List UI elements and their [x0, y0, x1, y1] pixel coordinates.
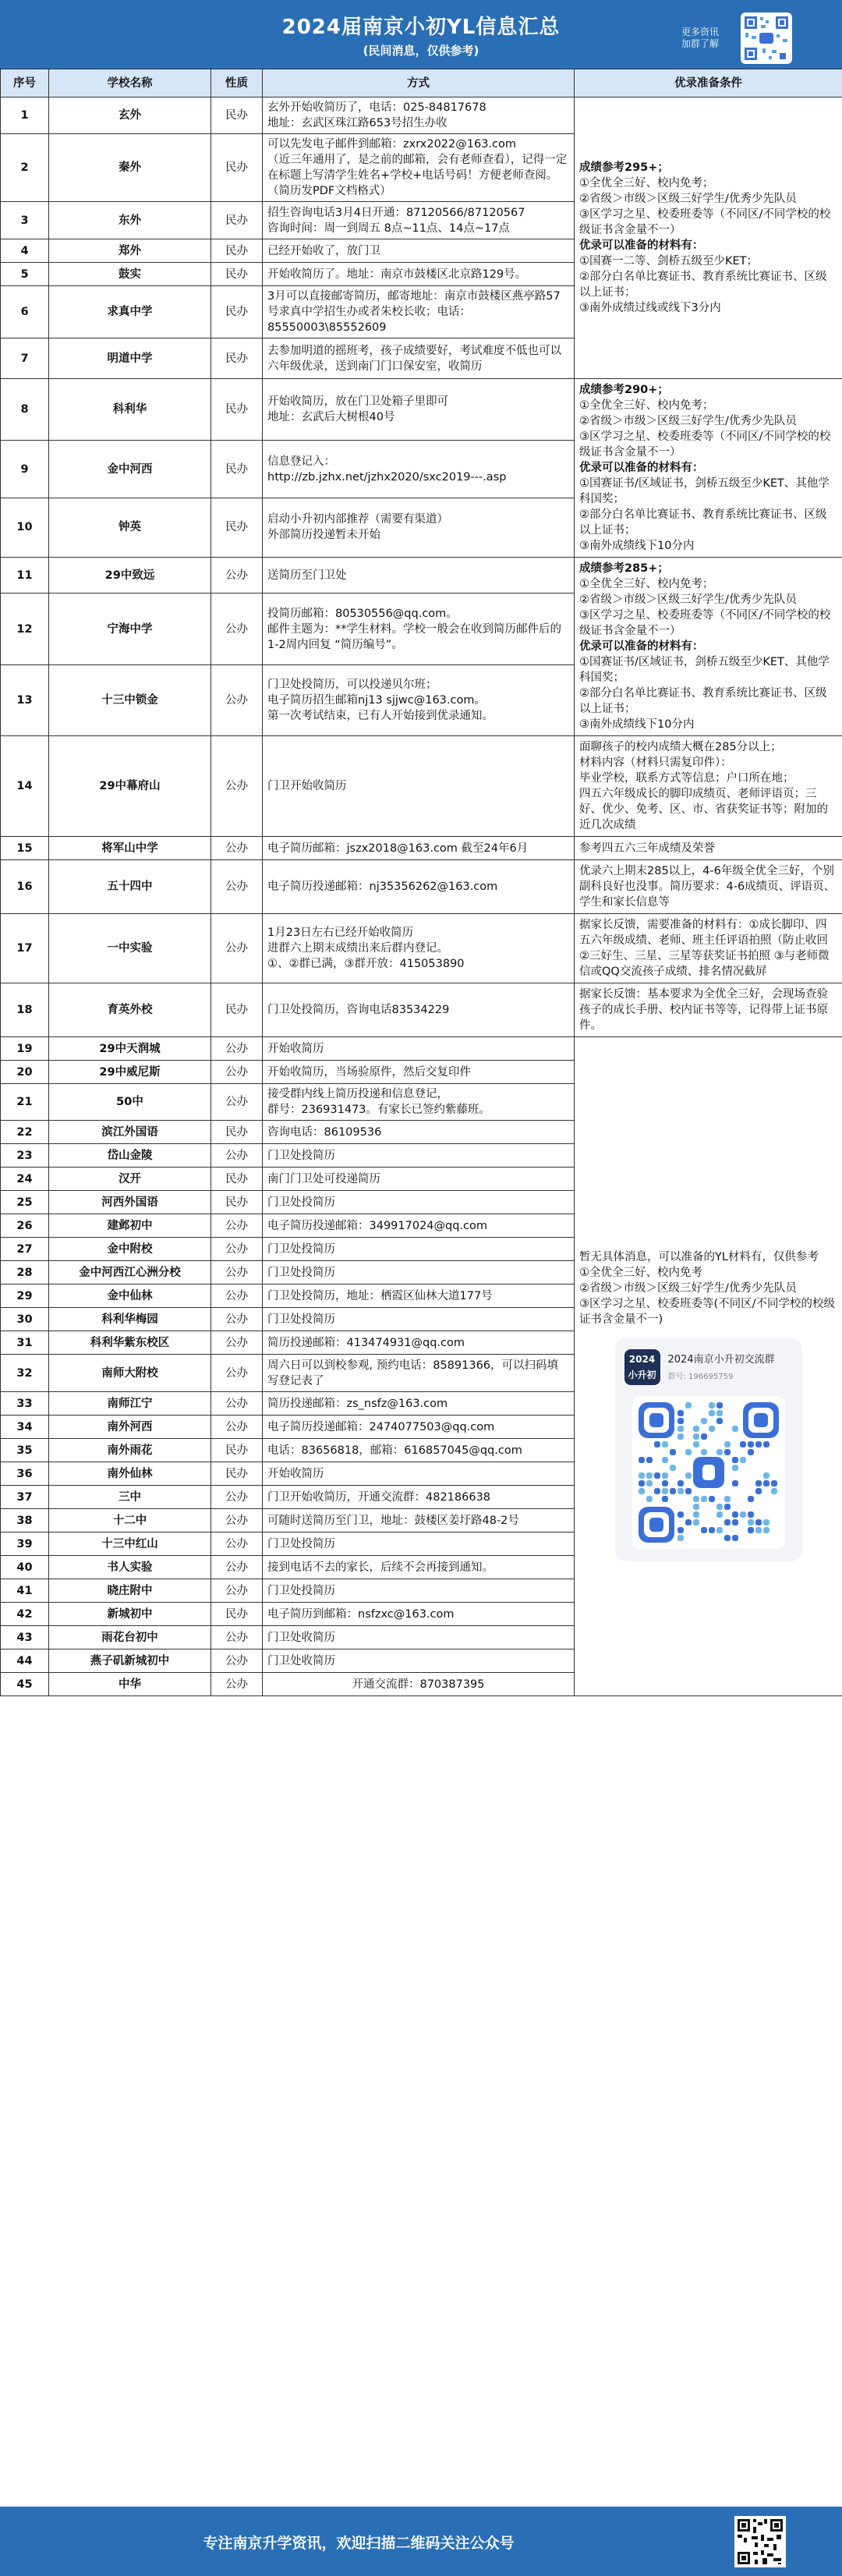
table-row — [1, 983, 842, 1037]
apply-method: 开始收简历 — [263, 1037, 575, 1061]
requirements-heading: 优录可以准备的材料有： — [579, 239, 704, 252]
apply-method: 门卫处投简历，地址：栖霞区仙林大道177号 — [263, 1284, 575, 1308]
apply-method: 简历投递邮箱：413474931@qq.com — [263, 1331, 575, 1355]
school-name: 明道中学 — [49, 338, 211, 379]
col-header-type: 性质 — [211, 69, 263, 97]
requirements-text: 参考四五六三年成绩及荣誉 — [579, 842, 715, 855]
school-type: 公办 — [211, 1061, 263, 1084]
school-type: 民办 — [211, 1168, 263, 1191]
apply-method: 门卫处投简历 — [263, 1308, 575, 1331]
school-name: 书人实验 — [49, 1556, 211, 1579]
row-number: 42 — [1, 1603, 49, 1626]
footer-qr-code-icon[interactable] — [734, 2516, 786, 2567]
apply-method: 南门门卫处可投递简历 — [263, 1168, 575, 1191]
row-number: 35 — [1, 1439, 49, 1462]
apply-method: 门卫处投简历 — [263, 1238, 575, 1261]
requirements-item: ①国赛证书/区域证书，剑桥五级至少KET、其他学科国奖； — [579, 656, 830, 684]
school-type: 民办 — [211, 379, 263, 441]
requirements-text: 优录六上期末285以上，4-6年级全优全三好，个别副科良好也没事。简历要求：4-6成绩页、评语页、学生和家长信息等 — [579, 865, 836, 909]
school-type: 民办 — [211, 1121, 263, 1144]
school-type: 民办 — [211, 983, 263, 1037]
apply-method: 门卫处投简历 — [263, 1191, 575, 1214]
apply-method: 已经开始收了，放门卫 — [263, 239, 575, 263]
school-type: 民办 — [211, 1462, 263, 1486]
row-number: 8 — [1, 379, 49, 441]
col-header-requirements: 优录准备条件 — [575, 69, 842, 97]
school-type: 民办 — [211, 441, 263, 498]
requirements-text: 暂无具体消息，可以准备的YL材料有，仅供参考 — [579, 1251, 819, 1263]
row-number: 40 — [1, 1556, 49, 1579]
school-type: 民办 — [211, 263, 263, 286]
apply-method: 招生咨询电话3月4日开通：87120566/87120567 咨询时间：周一到周五 8点~11点、14点~17点 — [263, 202, 575, 239]
header-banner — [0, 0, 842, 69]
school-name: 河西外国语 — [49, 1191, 211, 1214]
row-number: 33 — [1, 1392, 49, 1416]
requirements-cell — [575, 837, 842, 860]
school-type: 民办 — [211, 202, 263, 239]
school-name: 将军山中学 — [49, 837, 211, 860]
apply-method: 1月23日左右已经开始收简历 进群六上期末成绩出来后群内登记。 ①、②群已满，③群开放：415053890 — [263, 914, 575, 983]
requirements-cell — [575, 914, 842, 983]
school-type: 公办 — [211, 1214, 263, 1238]
requirements-cell — [575, 983, 842, 1037]
requirements-item: ①全优全三好、校内免考 — [579, 1267, 702, 1279]
school-type: 公办 — [211, 1509, 263, 1532]
requirements-item: ①国赛一二等、剑桥五级至少KET； — [579, 255, 759, 268]
school-name: 29中天润城 — [49, 1037, 211, 1061]
row-number: 17 — [1, 914, 49, 983]
school-type: 公办 — [211, 1626, 263, 1649]
apply-method: 开始收简历，放在门卫处箱子里即可 地址：玄武后大树根40号 — [263, 379, 575, 441]
school-name: 南师江宁 — [49, 1392, 211, 1416]
school-name: 宁海中学 — [49, 594, 211, 664]
row-number: 12 — [1, 594, 49, 664]
apply-method: 信息登记入： http://zb.jzhx.net/jzhx2020/sxc2019---.asp — [263, 441, 575, 498]
school-type: 公办 — [211, 664, 263, 735]
apply-method: 送简历至门卫处 — [263, 558, 575, 594]
requirements-cell — [575, 97, 842, 379]
table-row — [1, 860, 842, 914]
page-subtitle: (民间消息，仅供参考) — [363, 44, 479, 58]
requirements-item: ②省级＞市级＞区级三好学生/优秀少先队员 — [579, 594, 797, 606]
requirements-item: ①全优全三好、校内免考； — [579, 177, 714, 190]
row-number: 1 — [1, 97, 49, 134]
table-row — [1, 379, 842, 441]
row-number: 41 — [1, 1579, 49, 1603]
school-name: 十三中锁金 — [49, 664, 211, 735]
school-type: 公办 — [211, 837, 263, 860]
apply-method: 电子简历邮箱：jszx2018@163.com 截至24年6月 — [263, 837, 575, 860]
apply-method: 启动小升初内部推荐（需要有渠道） 外部简历投递暂未开始 — [263, 498, 575, 557]
row-number: 2 — [1, 134, 49, 202]
apply-method: 开始收简历 — [263, 1462, 575, 1486]
school-name: 育英外校 — [49, 983, 211, 1037]
requirements-item: ①全优全三好、校内免考； — [579, 399, 714, 412]
table-row — [1, 558, 842, 594]
school-name: 岱山金陵 — [49, 1144, 211, 1168]
apply-method: 电子简历投递邮箱：2474077503@qq.com — [263, 1416, 575, 1439]
apply-method: 电子简历到邮箱：nsfzxc@163.com — [263, 1603, 575, 1626]
requirements-cell — [575, 379, 842, 558]
row-number: 26 — [1, 1214, 49, 1238]
school-name: 科利华紫东校区 — [49, 1331, 211, 1355]
school-type: 公办 — [211, 1355, 263, 1392]
school-type: 公办 — [211, 1331, 263, 1355]
requirements-cell — [575, 1037, 842, 1696]
school-name: 金中仙林 — [49, 1284, 211, 1308]
apply-method: 咨询电话：86109536 — [263, 1121, 575, 1144]
school-name: 求真中学 — [49, 286, 211, 338]
school-type: 公办 — [211, 1649, 263, 1673]
requirements-item: ③区学习之星、校委班委等(不同区/不同学校的校级证书含金量不一) — [579, 1298, 836, 1326]
row-number: 19 — [1, 1037, 49, 1061]
requirements-item: ③区学习之星、校委班委等（不同区/不同学校的校级证书含金量不一） — [579, 431, 831, 459]
school-type: 公办 — [211, 594, 263, 664]
school-type: 公办 — [211, 1144, 263, 1168]
group-qr-code-icon[interactable] — [632, 1396, 785, 1549]
school-name: 燕子矶新城初中 — [49, 1649, 211, 1673]
apply-method: 可随时送简历至门卫，地址：鼓楼区姜圩路48-2号 — [263, 1509, 575, 1532]
apply-method: 简历投递邮箱：zs_nsfz@163.com — [263, 1392, 575, 1416]
school-type: 公办 — [211, 1084, 263, 1121]
requirements-heading: 优录可以准备的材料有： — [579, 462, 704, 474]
table-row — [1, 914, 842, 983]
requirements-item: ②部分白名单比赛证书、教育系统比赛证书、区级以上证书； — [579, 271, 827, 299]
school-name: 滨江外国语 — [49, 1121, 211, 1144]
page-title: 2024届南京小初YL信息汇总 — [281, 16, 561, 39]
school-name: 三中 — [49, 1486, 211, 1509]
school-name: 十二中 — [49, 1509, 211, 1532]
apply-method: 门卫处投简历 — [263, 1579, 575, 1603]
apply-method: 可以先发电子邮件到邮箱：zxrx2022@163.com （近三年通用了，是之前的邮箱，会有老师查看），记得一定在标题上写清学生姓名+学校+电话号码！方便老师查阅。（简历发PDF文档格式） — [263, 134, 575, 202]
school-type: 民办 — [211, 286, 263, 338]
school-type: 公办 — [211, 1673, 263, 1696]
requirements-item: ②部分白名单比赛证书、教育系统比赛证书、区级以上证书； — [579, 687, 827, 715]
col-header-method: 方式 — [263, 69, 575, 97]
school-type: 公办 — [211, 1532, 263, 1556]
apply-method: 门卫开始收简历 — [263, 736, 575, 837]
apply-method: 开通交流群：870387395 — [263, 1673, 575, 1696]
apply-method: 门卫处投简历 — [263, 1532, 575, 1556]
requirements-item: ③南外成绩线下10分内 — [579, 540, 695, 552]
row-number: 15 — [1, 837, 49, 860]
requirements-item: ③区学习之星、校委班委等（不同区/不同学校的校级证书含金量不一） — [579, 208, 831, 236]
row-number: 20 — [1, 1061, 49, 1084]
footer-banner — [0, 2507, 842, 2576]
school-type: 民办 — [211, 498, 263, 557]
apply-method: 电子简历投递邮箱：nj35356262@163.com — [263, 860, 575, 914]
school-type: 民办 — [211, 338, 263, 379]
footer-text: 专注南京升学资讯，欢迎扫描二维码关注公众号 — [203, 2535, 515, 2552]
row-number: 36 — [1, 1462, 49, 1486]
more-info-text: 更多资讯 加群了解 — [681, 27, 719, 49]
requirements-text: 据家长反馈，需要准备的材料有：①成长脚印、四五六年级成绩、老师、班主任评语拍照（防止收回 ②三好生、三星、三星等获奖证书拍照 ③与老师微信或QQ交流孩子成绩、排名情况截屏 — [579, 919, 830, 978]
row-number: 43 — [1, 1626, 49, 1649]
requirements-item: ②部分白名单比赛证书、教育系统比赛证书、区级以上证书； — [579, 508, 827, 537]
apply-method: 门卫处投简历，咨询电话83534229 — [263, 983, 575, 1037]
school-name: 29中致远 — [49, 558, 211, 594]
row-number: 28 — [1, 1261, 49, 1284]
table-row — [1, 1037, 842, 1061]
table-row — [1, 736, 842, 837]
row-number: 29 — [1, 1284, 49, 1308]
school-name: 南师大附校 — [49, 1355, 211, 1392]
school-name: 29中威尼斯 — [49, 1061, 211, 1084]
requirements-heading: 成绩参考295+； — [579, 161, 669, 174]
school-type: 民办 — [211, 1439, 263, 1462]
school-name: 50中 — [49, 1084, 211, 1121]
school-type: 民办 — [211, 134, 263, 202]
school-name: 南外河西 — [49, 1416, 211, 1439]
row-number: 24 — [1, 1168, 49, 1191]
row-number: 10 — [1, 498, 49, 557]
school-name: 中华 — [49, 1673, 211, 1696]
row-number: 14 — [1, 736, 49, 837]
apply-method: 门卫开始收简历，开通交流群：482186638 — [263, 1486, 575, 1509]
school-type: 民办 — [211, 97, 263, 134]
row-number: 38 — [1, 1509, 49, 1532]
table-row — [1, 97, 842, 134]
group-qr-card[interactable] — [615, 1338, 802, 1561]
requirements-heading: 成绩参考290+； — [579, 384, 669, 396]
apply-method: 门卫处投简历，可以投递贝尔班； 电子简历招生邮箱nj13 sjjwc@163.com。 第一次考试结束，已有人开始接到优录通知。 — [263, 664, 575, 735]
row-number: 6 — [1, 286, 49, 338]
apply-method: 周六日可以到校参观, 预约电话：85891366，可以扫码填写登记表了 — [263, 1355, 575, 1392]
row-number: 18 — [1, 983, 49, 1037]
row-number: 16 — [1, 860, 49, 914]
school-name: 五十四中 — [49, 860, 211, 914]
school-name: 汉开 — [49, 1168, 211, 1191]
school-name: 南外雨花 — [49, 1439, 211, 1462]
school-type: 公办 — [211, 1037, 263, 1061]
requirements-text: 据家长反馈：基本要求为全优全三好，会现场查验孩子的成长手册、校内证书等等，记得带上证书原件。 — [579, 988, 828, 1032]
school-type: 公办 — [211, 914, 263, 983]
row-number: 5 — [1, 263, 49, 286]
school-type: 公办 — [211, 860, 263, 914]
group-logo: 2024 小升初 — [624, 1349, 660, 1385]
school-name: 建邺初中 — [49, 1214, 211, 1238]
school-name: 金中附校 — [49, 1238, 211, 1261]
row-number: 9 — [1, 441, 49, 498]
requirements-item: ①国赛证书/区域证书，剑桥五级至少KET、其他学科国奖； — [579, 477, 830, 505]
requirements-item: ②省级＞市级＞区级三好学生/优秀少先队员 — [579, 1282, 797, 1295]
requirements-heading: 优录可以准备的材料有： — [579, 640, 704, 653]
school-type: 公办 — [211, 1261, 263, 1284]
row-number: 13 — [1, 664, 49, 735]
requirements-cell — [575, 736, 842, 837]
apply-method: 开始收简历，当场验原件，然后交复印件 — [263, 1061, 575, 1084]
row-number: 37 — [1, 1486, 49, 1509]
school-name: 29中幕府山 — [49, 736, 211, 837]
apply-method: 接受群内线上简历投递和信息登记， 群号：236931473。有家长已签约紫藤班。 — [263, 1084, 575, 1121]
school-name: 一中实验 — [49, 914, 211, 983]
school-type: 公办 — [211, 736, 263, 837]
school-name: 金中河西 — [49, 441, 211, 498]
apply-method: 门卫处收简历 — [263, 1626, 575, 1649]
info-table — [0, 69, 842, 1696]
school-type: 公办 — [211, 1284, 263, 1308]
requirements-item: ②省级＞市级＞区级三好学生/优秀少先队员 — [579, 193, 797, 205]
school-type: 民办 — [211, 1191, 263, 1214]
requirements-text: 面聊孩子的校内成绩大概在285分以上； 材料内容（材料只需复印件）： 毕业学校，联系方式等信息；户口所在地； 四五六年级成长的脚印成绩页、老师评语页；三好、优少、免考、区、市、省获奖证书等；附加的近几次成绩 — [579, 741, 828, 831]
apply-method: 门卫处投简历 — [263, 1261, 575, 1284]
school-name: 科利华梅园 — [49, 1308, 211, 1331]
school-name: 玄外 — [49, 97, 211, 134]
requirements-item: ①全优全三好、校内免考； — [579, 578, 714, 590]
group-name: 2024南京小升初交流群 — [667, 1354, 775, 1366]
row-number: 25 — [1, 1191, 49, 1214]
apply-method: 开始收简历了。地址：南京市鼓楼区北京路129号。 — [263, 263, 575, 286]
school-type: 公办 — [211, 558, 263, 594]
row-number: 30 — [1, 1308, 49, 1331]
school-type: 民办 — [211, 1603, 263, 1626]
school-name: 雨花台初中 — [49, 1626, 211, 1649]
row-number: 4 — [1, 239, 49, 263]
row-number: 7 — [1, 338, 49, 379]
requirements-cell — [575, 860, 842, 914]
school-name: 东外 — [49, 202, 211, 239]
apply-method: 投简历邮箱：80530556@qq.com。 邮件主题为：**学生材料。学校一般会在收到简历邮件后的1-2周内回复 “简历编号”。 — [263, 594, 575, 664]
school-type: 公办 — [211, 1238, 263, 1261]
school-type: 公办 — [211, 1392, 263, 1416]
apply-method: 门卫处收简历 — [263, 1649, 575, 1673]
apply-method: 门卫处投简历 — [263, 1144, 575, 1168]
school-type: 公办 — [211, 1486, 263, 1509]
apply-method: 电子简历投递邮箱：349917024@qq.com — [263, 1214, 575, 1238]
school-type: 公办 — [211, 1579, 263, 1603]
school-name: 科利华 — [49, 379, 211, 441]
requirements-cell — [575, 558, 842, 736]
apply-method: 3月可以直接邮寄简历，邮寄地址：南京市鼓楼区燕亭路57号求真中学招生办或者朱校长收；电话：85550003\85552609 — [263, 286, 575, 338]
table-row — [1, 837, 842, 860]
col-header-no: 序号 — [1, 69, 49, 97]
school-name: 郑外 — [49, 239, 211, 263]
row-number: 39 — [1, 1532, 49, 1556]
apply-method: 玄外开始收简历了，电话：025-84817678 地址：玄武区珠江路653号招生办收 — [263, 97, 575, 134]
row-number: 31 — [1, 1331, 49, 1355]
row-number: 45 — [1, 1673, 49, 1696]
apply-method: 电话：83656818，邮箱：616857045@qq.com — [263, 1439, 575, 1462]
school-name: 金中河西江心洲分校 — [49, 1261, 211, 1284]
row-number: 3 — [1, 202, 49, 239]
row-number: 27 — [1, 1238, 49, 1261]
school-name: 南外仙林 — [49, 1462, 211, 1486]
school-name: 秦外 — [49, 134, 211, 202]
header-qr-code-icon[interactable] — [741, 12, 792, 64]
col-header-school: 学校名称 — [49, 69, 211, 97]
row-number: 21 — [1, 1084, 49, 1121]
school-name: 新城初中 — [49, 1603, 211, 1626]
requirements-heading: 成绩参考285+； — [579, 562, 669, 575]
requirements-item: ②省级＞市级＞区级三好学生/优秀少先队员 — [579, 415, 797, 427]
table-header-row — [1, 69, 842, 97]
group-id: 群号: 196695759 — [667, 1373, 734, 1381]
school-type: 公办 — [211, 1416, 263, 1439]
row-number: 32 — [1, 1355, 49, 1392]
apply-method: 去参加明道的摇班考，孩子成绩要好，考试难度不低也可以六年级优录，送到南门门口保安室，收简历 — [263, 338, 575, 379]
row-number: 23 — [1, 1144, 49, 1168]
apply-method: 接到电话不去的家长，后续不会再接到通知。 — [263, 1556, 575, 1579]
row-number: 22 — [1, 1121, 49, 1144]
school-name: 钟英 — [49, 498, 211, 557]
school-type: 公办 — [211, 1556, 263, 1579]
requirements-item: ③南外成绩过线或线下3分内 — [579, 302, 721, 314]
row-number: 44 — [1, 1649, 49, 1673]
school-name: 十三中红山 — [49, 1532, 211, 1556]
school-name: 鼓实 — [49, 263, 211, 286]
table-body — [1, 97, 842, 1696]
row-number: 11 — [1, 558, 49, 594]
requirements-item: ③区学习之星、校委班委等（不同区/不同学校的校级证书含金量不一） — [579, 609, 831, 637]
school-name: 晓庄附中 — [49, 1579, 211, 1603]
school-type: 民办 — [211, 239, 263, 263]
row-number: 34 — [1, 1416, 49, 1439]
requirements-item: ③南外成绩线下10分内 — [579, 718, 695, 731]
school-type: 公办 — [211, 1308, 263, 1331]
